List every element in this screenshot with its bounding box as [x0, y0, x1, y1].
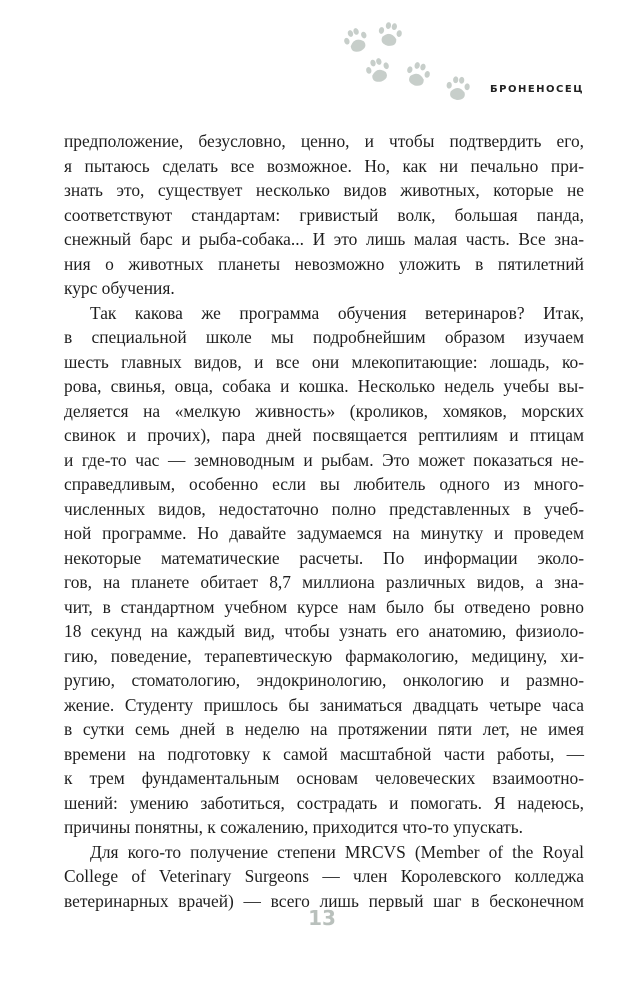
- text-line: Так какова же программа обучения ветеринаров? Итак,: [90, 302, 584, 323]
- running-header: БРОНЕНОСЕЦ: [490, 84, 584, 95]
- paw-prints-icon: [338, 18, 488, 110]
- text-line: ветеринарных врачей) — всего лишь первый шаг в бесконечном: [64, 890, 584, 911]
- text-line: гов, на планете обитает 8,7 миллиона различных видов, а зна-: [64, 572, 584, 592]
- text-line: ной программе. Но давайте задумаемся на минутку и проведем: [64, 523, 584, 543]
- text-line: чит, в стандартном учебном курсе нам было бы отведено ровно: [64, 596, 584, 617]
- body-text: [64, 129, 584, 913]
- paw-print: [445, 76, 470, 101]
- text-line: времени на подготовку к самой масштабной части работы, —: [64, 743, 584, 764]
- text-line: знать это, существует несколько видов животных, которые не: [64, 180, 584, 200]
- text-line: некоторые математические расчеты. По информации эколо-: [64, 547, 584, 568]
- text-line: численных видов, недостаточно полно представленных в учеб-: [64, 498, 584, 519]
- paw-print: [341, 25, 371, 55]
- paw-print: [364, 56, 392, 85]
- text-line: шесть главных видов, и все они млекопитающие: лошадь, ко-: [64, 351, 584, 372]
- paw-print: [376, 21, 403, 48]
- text-line: причины понятны, к сожалению, приходится что-то упускать.: [64, 817, 523, 837]
- text-line: Для кого-то получение степени MRCVS (Member of the Royal: [90, 841, 584, 862]
- text-line: College of Veterinary Surgeons — член Королевского колледжа: [64, 866, 584, 886]
- text-line: рова, свинья, овца, собака и кошка. Несколько недель учебы вы-: [64, 376, 584, 396]
- text-line: ругию, стоматологию, эндокринологию, онкологию и размно-: [64, 670, 584, 690]
- text-line: в специальной школе мы подробнейшим образом изучаем: [64, 327, 584, 347]
- page-number: 13: [308, 906, 336, 930]
- text-line: ния о животных планеты невозможно уложить в пятилетний: [64, 253, 584, 274]
- text-line: соответствуют стандартам: гривистый волк, большая панда,: [64, 204, 584, 225]
- text-line: в сутки семь дней в неделю на протяжении пяти лет, не имея: [64, 719, 584, 739]
- text-line: жение. Студенту пришлось бы заниматься двадцать четыре часа: [64, 694, 584, 715]
- text-line: к трем фундаментальным основам человеческих взаимоотно-: [64, 768, 584, 788]
- text-line: я пытаюсь сделать все возможное. Но, как ни печально при-: [64, 155, 584, 176]
- text-line: справедливым, особенно если вы любитель одного из много-: [64, 474, 584, 494]
- text-line: и где-то час — земноводным и рыбам. Это может показаться не-: [64, 449, 584, 470]
- paw-print: [404, 60, 432, 89]
- text-line: свинок и прочих), пара дней посвящается рептилиям и птицам: [64, 425, 584, 445]
- text-line: шений: умению заботиться, сострадать и помогать. Я надеюсь,: [64, 792, 584, 813]
- text-line: гию, поведение, терапевтическую фармакологию, медицину, хи-: [64, 645, 584, 666]
- text-line: 18 секунд на каждый вид, чтобы узнать его анатомию, физиоло-: [64, 621, 584, 641]
- text-line: снежный барс и рыба-собака... И это лишь малая часть. Все зна-: [64, 229, 584, 249]
- text-line: курс обучения.: [64, 278, 175, 298]
- text-line: деляется на «мелкую живность» (кроликов, хомяков, морских: [64, 400, 584, 421]
- text-line: предположение, безусловно, ценно, и чтобы подтвердить его,: [64, 131, 584, 151]
